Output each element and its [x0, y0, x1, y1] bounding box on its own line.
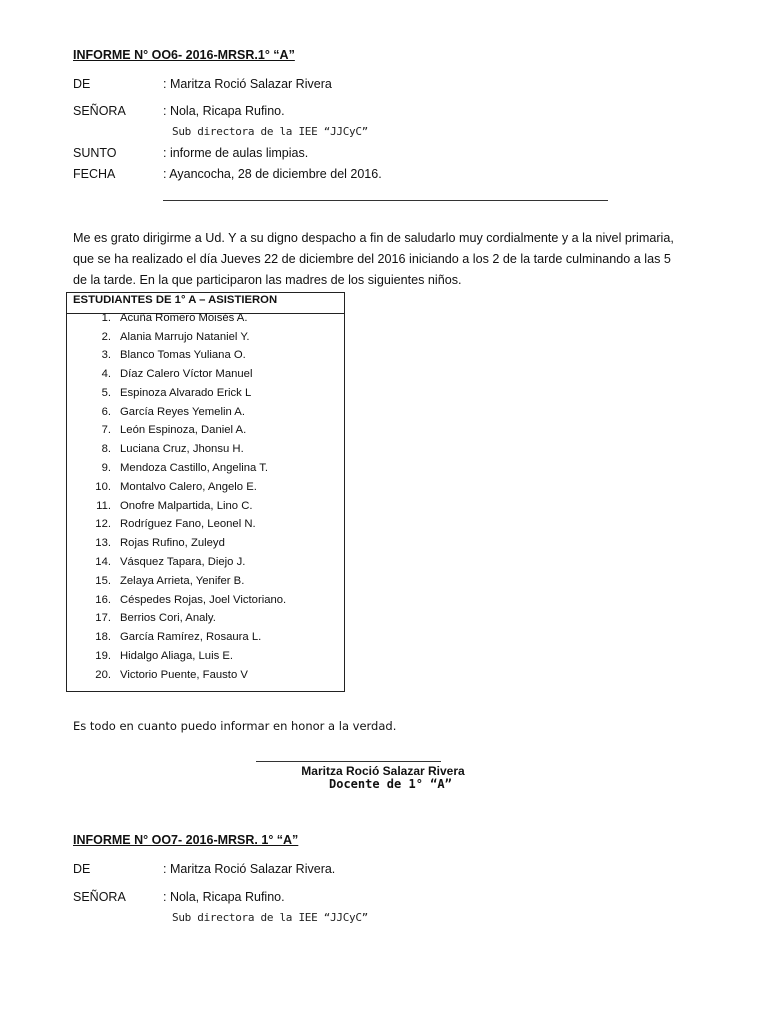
addressee-label-2: SEÑORA — [73, 890, 126, 904]
student-name: León Espinoza, Daniel A. — [120, 424, 247, 436]
table-row — [67, 368, 344, 387]
table-row — [67, 424, 344, 443]
student-name: Céspedes Rojas, Joel Victoriano. — [120, 594, 287, 606]
student-name: Díaz Calero Víctor Manuel — [120, 368, 253, 380]
report-title: INFORME N° OO6- 2016-MRSR.1° “A” — [73, 48, 295, 62]
signature-name: Maritza Roció Salazar Rivera — [301, 764, 465, 778]
table-row — [67, 650, 344, 669]
student-name: Rodríguez Fano, Leonel N. — [120, 518, 256, 530]
table-row — [67, 331, 344, 350]
student-name: Montalvo Calero, Angelo E. — [120, 481, 257, 493]
row-number: 13. — [95, 537, 111, 549]
student-name: Alania Marrujo Nataniel Y. — [120, 331, 250, 343]
row-number: 14. — [95, 556, 111, 568]
signature-line — [256, 761, 441, 762]
row-number: 3. — [101, 349, 111, 361]
row-number: 11. — [96, 500, 111, 512]
date-label: FECHA — [73, 167, 116, 181]
table-row — [67, 406, 344, 425]
addressee-title: Sub directora de la IEE “JJCyC” — [172, 125, 368, 138]
body-line: de la tarde. En la que participaron las madres de los siguientes niños. — [73, 273, 462, 287]
student-name: Espinoza Alvarado Erick L — [120, 387, 252, 399]
row-number: 8. — [101, 443, 111, 455]
table-row — [67, 631, 344, 650]
table-row — [67, 387, 344, 406]
addressee-label: SEÑORA — [73, 104, 126, 118]
row-number: 19. — [95, 650, 111, 662]
header-divider — [163, 200, 608, 201]
table-row — [67, 312, 344, 331]
student-name: Hidalgo Aliaga, Luis E. — [120, 650, 234, 662]
addressee-value: : Nola, Ricapa Rufino. — [163, 104, 285, 118]
student-name: Onofre Malpartida, Lino C. — [120, 500, 253, 512]
signature-role: Docente de 1° “A” — [329, 777, 452, 791]
student-name: Victorio Puente, Fausto V — [120, 669, 248, 681]
student-name: Luciana Cruz, Jhonsu H. — [120, 443, 244, 455]
subject-label: SUNTO — [73, 146, 117, 160]
students-table-header-label: ESTUDIANTES DE 1° A – ASISTIERON — [73, 294, 278, 306]
table-row — [67, 518, 344, 537]
student-name: Blanco Tomas Yuliana O. — [120, 349, 246, 361]
row-number: 10. — [95, 481, 111, 493]
row-number: 15. — [95, 575, 111, 587]
table-row — [67, 594, 344, 613]
student-name: Berrios Cori, Analy. — [120, 612, 216, 624]
table-row — [67, 443, 344, 462]
row-number: 18. — [95, 631, 111, 643]
addressee-title-2: Sub directora de la IEE “JJCyC” — [172, 911, 368, 924]
from-label: DE — [73, 77, 91, 91]
row-number: 20. — [95, 669, 111, 681]
row-number: 6. — [101, 406, 111, 418]
table-row — [67, 575, 344, 594]
table-row — [67, 669, 344, 688]
student-name: García Ramírez, Rosaura L. — [120, 631, 262, 643]
addressee-value-2: : Nola, Ricapa Rufino. — [163, 890, 285, 904]
row-number: 4. — [101, 368, 111, 380]
body-line: que se ha realizado el día Jueves 22 de diciembre del 2016 iniciando a los 2 de la tarde culminando a las 5 — [73, 252, 671, 266]
row-number: 1. — [101, 312, 111, 324]
body-paragraph — [73, 228, 695, 291]
row-number: 2. — [101, 331, 111, 343]
closing-statement: Es todo en cuanto puedo informar en honor a la verdad. — [73, 719, 397, 733]
table-row — [67, 556, 344, 575]
row-number: 17. — [95, 612, 111, 624]
from-value-2: : Maritza Roció Salazar Rivera. — [163, 862, 336, 876]
body-line: Me es grato dirigirme a Ud. Y a su digno despacho a fin de saludarlo muy cordialmente y a la nivel primaria, — [73, 231, 674, 245]
student-name: Mendoza Castillo, Angelina T. — [120, 462, 268, 474]
student-name: Rojas Rufino, Zuleyd — [120, 537, 225, 549]
student-name: Acuña Romero Moisés A. — [120, 312, 248, 324]
report-title-2: INFORME N° OO7- 2016-MRSR. 1° “A” — [73, 833, 299, 847]
table-row — [67, 481, 344, 500]
subject-value: : informe de aulas limpias. — [163, 146, 309, 160]
table-row — [67, 537, 344, 556]
row-number: 12. — [95, 518, 111, 530]
students-table-header — [67, 293, 344, 314]
row-number: 7. — [101, 424, 111, 436]
date-value: : Ayancocha, 28 de diciembre del 2016. — [163, 167, 382, 181]
row-number: 9. — [101, 462, 111, 474]
from-value: : Maritza Roció Salazar Rivera — [163, 77, 332, 91]
from-label-2: DE — [73, 862, 91, 876]
table-row — [67, 500, 344, 519]
table-row — [67, 349, 344, 368]
student-name: Zelaya Arrieta, Yenifer B. — [120, 575, 245, 587]
student-name: García Reyes Yemelin A. — [120, 406, 245, 418]
row-number: 5. — [101, 387, 111, 399]
table-row — [67, 462, 344, 481]
table-row — [67, 612, 344, 631]
row-number: 16. — [95, 594, 111, 606]
students-table — [66, 292, 345, 692]
student-name: Vásquez Tapara, Diejo J. — [120, 556, 246, 568]
